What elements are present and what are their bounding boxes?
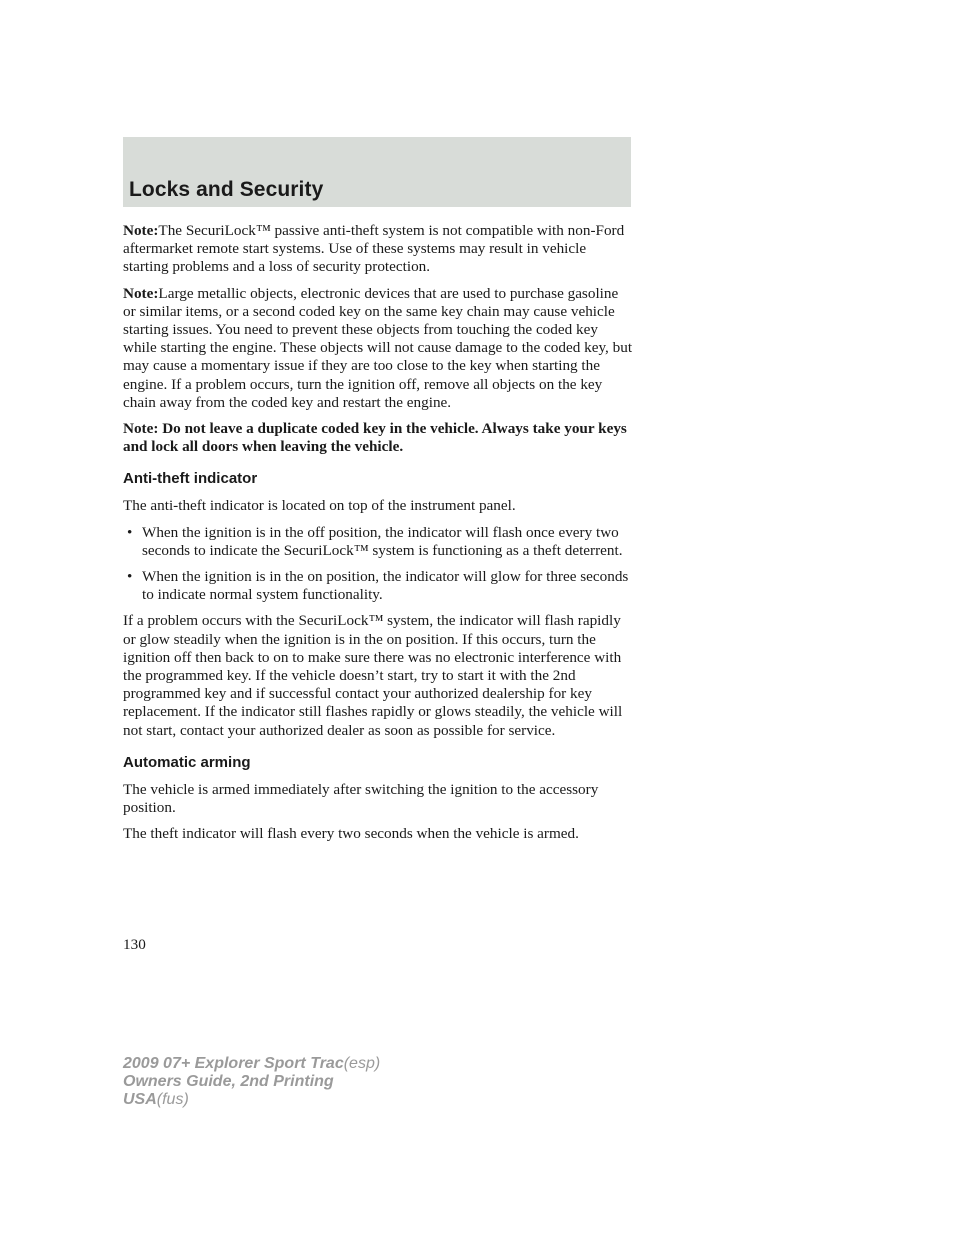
anti-theft-problem: If a problem occurs with the SecuriLock™ system, the indicator will flash rapidly or glow steadily when the ignition is in the on position. If this occurs, turn the ignition off then back to on to make sure there was no electronic interference with the programmed key. If the vehicle doesn’t start, try to start it with the 2nd programmed key and if successful contact your authorized dealership for key replacement. If the indicator still flashes rapidly or glows steadily, the vehicle will not start, contact your authorized dealer as soon as possible for service. xyxy=(123,612,623,739)
footer-line-guide xyxy=(123,1073,380,1091)
arming-paragraph: The vehicle is armed immediately after switching the ignition to the accessory position. xyxy=(123,780,599,817)
footer-model: 2009 07+ Explorer Sport Trac xyxy=(123,1055,344,1072)
bullet-icon: • xyxy=(127,568,133,586)
document-footer xyxy=(123,1055,380,1109)
list-item xyxy=(123,568,633,604)
bullet-icon: • xyxy=(127,523,133,541)
note-label: Note: xyxy=(123,222,159,239)
footer-line-market xyxy=(123,1091,380,1109)
page-number: 130 xyxy=(123,936,146,953)
note-label: Note: xyxy=(123,284,159,302)
footer-model-code: (esp) xyxy=(343,1055,381,1072)
footer-guide: Owners Guide, 2nd Printing xyxy=(123,1073,334,1090)
arming-paragraph: The theft indicator will flash every two seconds when the vehicle is armed. xyxy=(123,825,579,843)
list-item-text: When the ignition is in the off position, the indicator will flash once every two seconds to indicate the SecuriLock™ system is functioning as a theft deterrent. xyxy=(142,523,623,559)
note-compatibility xyxy=(123,222,633,277)
heading-anti-theft-indicator: Anti-theft indicator xyxy=(123,470,258,488)
heading-automatic-arming: Automatic arming xyxy=(123,753,251,771)
note-text: Large metallic objects, electronic devices that are used to purchase gasoline or similar items, or a second coded key on the same key chain may cause vehicle starting issues. You need to prevent these objects from touching the coded key while starting the engine. These objects will not cause damage to the coded key, but may cause a momentary issue if they are too close to the key when starting the engine. If a problem occurs, turn the ignition off, remove all objects on the key chain away from the coded key and restart the engine. xyxy=(123,284,633,411)
main-content xyxy=(123,222,633,851)
note-metallic-objects xyxy=(123,285,633,412)
list-item-text: When the ignition is in the on position, the indicator will glow for three seconds to indicate normal system functionality. xyxy=(142,568,629,604)
footer-market: USA xyxy=(123,1091,157,1108)
list-item xyxy=(123,524,633,560)
note-duplicate-key: Note: Do not leave a duplicate coded key in the vehicle. Always take your keys and lock all doors when leaving the vehicle. xyxy=(123,420,627,456)
note-text: The SecuriLock™ passive anti-theft system is not compatible with non-Ford aftermarket remote start systems. Use of these systems may result in vehicle starting problems and a loss of security protection. xyxy=(123,222,625,276)
footer-line-model xyxy=(123,1055,380,1073)
page-title: Locks and Security xyxy=(129,178,324,201)
footer-market-code: (fus) xyxy=(156,1091,189,1108)
anti-theft-intro: The anti-theft indicator is located on top of the instrument panel. xyxy=(123,497,516,515)
